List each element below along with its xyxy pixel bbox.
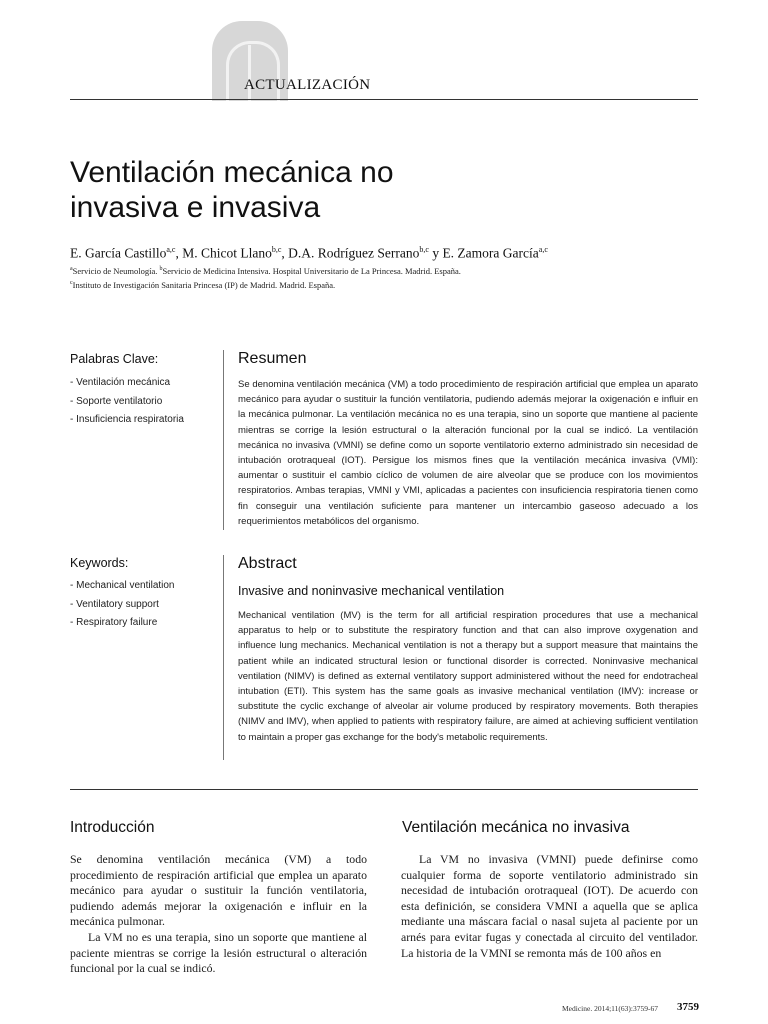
keyword-item: - Insuficiencia respiratoria — [70, 414, 184, 425]
page-number: 3759 — [677, 1001, 699, 1013]
abstract-subtitle: Invasive and noninvasive mechanical ventilation — [238, 584, 505, 598]
paragraph: La VM no invasiva (VMNI) puede definirse como cualquier forma de soporte ventilatorio administrado sin necesidad de intubación orotraqueal (IOT). De acuerdo con esta definición, se considera VMNI a aquella que se aplica mediante una máscara facial o nasal sujeta al paciente por un arnés para evitar fugas y conectada al circuito del ventilador. La historia de la VMNI se remonta más de 100 años en — [401, 852, 698, 960]
abstract-divider — [223, 555, 224, 760]
keywords-en-heading: Keywords: — [70, 556, 129, 570]
author-name: M. Chicot Llano — [182, 245, 272, 261]
author-separator: , — [281, 245, 289, 261]
body-divider — [70, 789, 698, 790]
author-name: D.A. Rodríguez Serrano — [288, 245, 420, 261]
author-list — [70, 245, 710, 262]
affiliation-line-2 — [70, 280, 710, 290]
header-divider — [70, 99, 698, 100]
resumen-heading: Resumen — [238, 350, 307, 367]
resumen-text: Se denomina ventilación mecánica (VM) a todo procedimiento de respiración artificial que emplea un aparato mecánico para ayudar o sustituir la función ventilatoria, pudiendo además mejorar la oxigenación e influir en la mecánica pulmonar. La ventilación mecánica no es una terapia, sino un soporte que mantiene al paciente mientras se corrige la lesión estructural o la alteración funcional por la cual se indicó. La ventilación mecánica no invasiva (VMNI) se define como un soporte ventilatorio externo administrado sin necesidad de intubación orotraqueal (IOT). Persigue los mismos fines que la ventilación mecánica invasiva (VMI): aumentar o sustituir el cambio cíclico de volumen de aire alveolar que se produce con los movimientos respiratorios. Ambas terapias, VMNI y VMI, aplicadas a pacientes con insuficiencia respiratoria tienen como fin conseguir una ventilación suficiente para mantener un intercambio gaseoso adecuado a los requerimientos metabólicos del organismo. — [238, 379, 698, 527]
vmni-body — [401, 852, 698, 961]
author-affiliation-marker: b,c — [419, 245, 429, 254]
author-affiliation-marker: a,c — [538, 245, 548, 254]
title-line-1: Ventilación mecánica no — [70, 156, 394, 189]
keyword-item: - Soporte ventilatorio — [70, 395, 163, 407]
keywords-es-list — [70, 374, 184, 430]
affiliation-line-1 — [70, 266, 710, 276]
title-line-2: invasiva e invasiva — [70, 191, 321, 224]
section-label: ACTUALIZACIÓN — [244, 77, 371, 93]
vmni-heading: Ventilación mecánica no invasiva — [402, 819, 630, 836]
keyword-item: - Ventilatory support — [70, 598, 159, 610]
affiliation-marker-c: c — [70, 280, 73, 287]
affiliation-text: Servicio de Neumología. — [72, 266, 160, 276]
affiliation-marker-a: a — [70, 266, 73, 273]
affiliation-text: Servicio de Medicina Intensiva. Hospital Universitario de La Princesa. Madrid. España. — [162, 266, 461, 276]
paragraph: La VM no es una terapia, sino un soporte que mantiene al paciente mientras se corrige la lesión estructural o alteración funcional por la cual se indicó. — [70, 929, 367, 976]
author-name: E. Zamora García — [442, 245, 539, 261]
abstract-text: Mechanical ventilation (MV) is the term for all artificial respiration procedures that use a mechanical apparatus to help or to substitute the respiratory function and that can also improve oxygenation and influence lung mechanics. Mechanical ventilation is not a therapy but a support measure that maintains the patient while an indicated structural lesion or functional disorder is corrected. Noninvasive mechanical ventilation (NIMV) is defined as external ventilatory support administered without the need for endotracheal intubation (ETI). This system has the same goals as invasive mechanical ventilation (IMV): increase or substitute the cyclic exchange of alveolar air volume produced by respiratory movements. Both therapies (NIMV and IMV), when applied to patients with respiratory failure, are aimed at achieving sufficient ventilation to maintain a proper gas exchange for the body's metabolic requirements. — [238, 610, 698, 743]
author-affiliation-marker: a,c — [166, 245, 176, 254]
keyword-item: - Mechanical ventilation — [70, 580, 175, 591]
affiliation-marker-b: b — [159, 266, 163, 273]
author-separator: y — [428, 245, 443, 261]
resumen-divider — [223, 350, 224, 530]
keyword-item: - Respiratory failure — [70, 617, 158, 628]
keywords-es-heading: Palabras Clave: — [70, 352, 159, 366]
introduccion-body — [70, 852, 367, 977]
author-affiliation-marker: b,c — [271, 245, 282, 254]
abstract-heading: Abstract — [238, 555, 297, 572]
author-name: E. García Castillo — [70, 245, 167, 261]
footer-citation: Medicine. 2014;11(63):3759-67 — [562, 1004, 658, 1013]
introduccion-heading: Introducción — [70, 819, 155, 836]
keywords-en-list — [70, 577, 175, 633]
affiliation-text: Instituto de Investigación Sanitaria Princesa (IP) de Madrid. Madrid. España. — [72, 280, 336, 290]
paragraph: Se denomina ventilación mecánica (VM) a todo procedimiento de respiración artificial que emplea un aparato mecánico para ayudar o sustituir la función ventilatoria, pudiendo además mejorar la oxigenación e influir en la mecánica pulmonar. — [70, 852, 367, 929]
article-title — [70, 155, 570, 225]
keyword-item: - Ventilación mecánica — [70, 377, 171, 388]
author-separator: , — [175, 245, 183, 261]
